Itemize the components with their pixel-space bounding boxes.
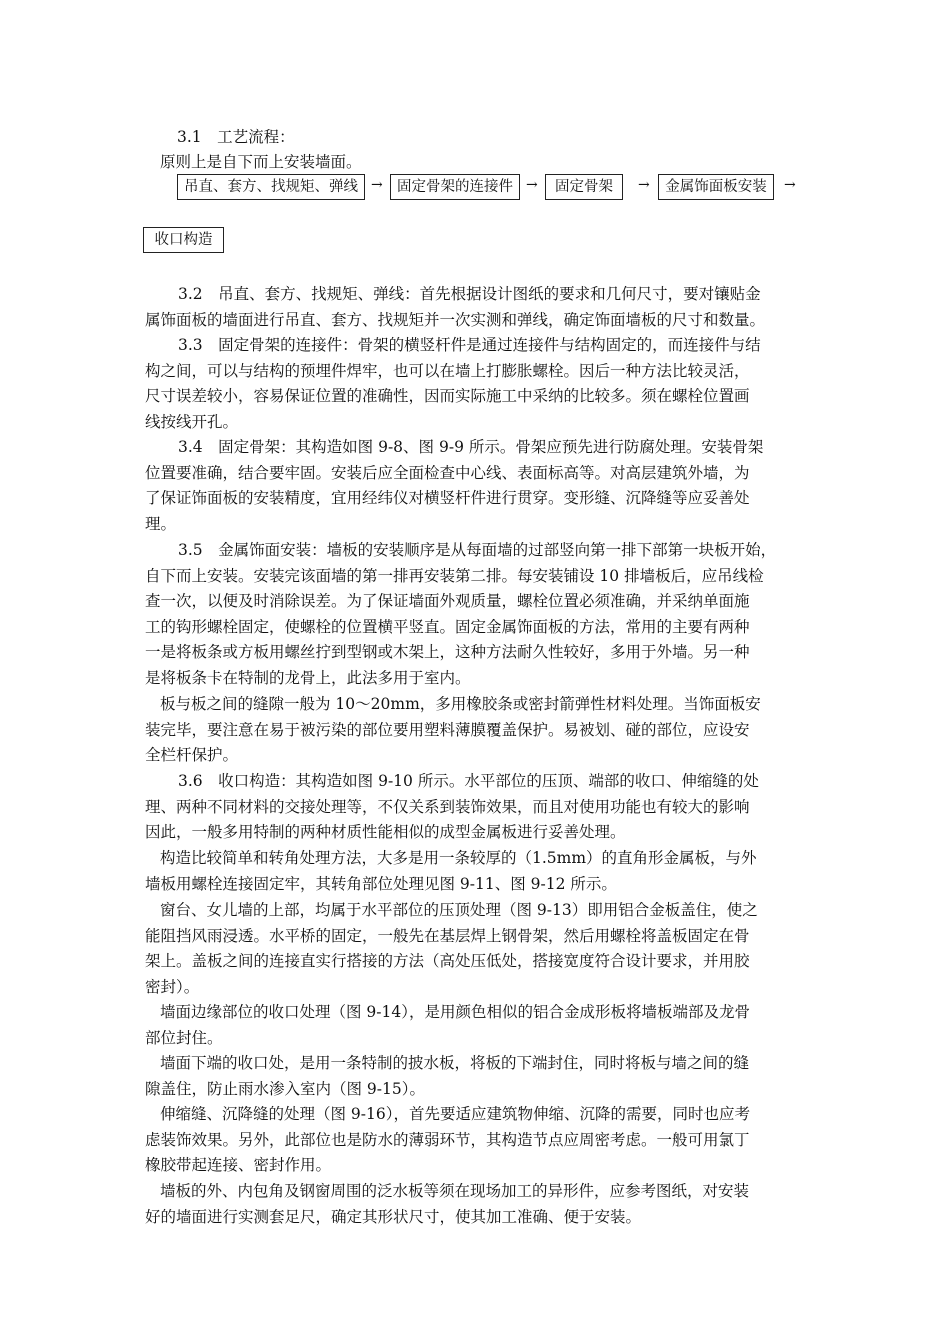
paragraph-3-4 — [145, 435, 810, 537]
text-line: 密封）。 — [145, 977, 200, 996]
text-line: 自下而上安装。安装完该面墙的第一排再安装第二排。每安装铺设 10 排墙板后，应吊线检 — [145, 566, 764, 585]
text-line: 能阻挡风雨浸透。水平桥的固定，一般先在基层焊上钢骨架，然后用螺栓将盖板固定在骨 — [145, 926, 750, 945]
flow-arrow-icon: → — [784, 177, 796, 193]
flow-step-alignment: 吊直、套方、找规矩、弹线 — [177, 174, 365, 200]
flow-arrow-icon: → — [526, 177, 538, 193]
text-line: 尺寸误差较小，容易保证位置的准确性，因而实际施工中采纳的比较多。须在螺栓位置画 — [145, 387, 750, 406]
paragraph-edge — [145, 1000, 810, 1051]
text-line: 墙板的外、内包角及钢窗周围的泛水板等须在现场加工的异形件，应参考图纸，对安装 — [160, 1182, 750, 1200]
text-line: 位置要准确，结合要牢固。安装后应全面检查中心线、表面标高等。对高层建筑外墙，为 — [145, 463, 750, 482]
text-line: 部位封住。 — [145, 1028, 223, 1047]
text-line: 查一次，以便及时消除误差。为了保证墙面外观质量，螺栓位置必须准确，并采纳单面施 — [145, 592, 750, 611]
text-line: 是将板条卡在特制的龙骨上，此法多用于室内。 — [145, 668, 471, 687]
text-line: 线按线开孔。 — [145, 412, 239, 431]
paragraph-3-6 — [145, 769, 810, 846]
section-intro: 原则上是自下而上安装墙面。 — [160, 153, 362, 171]
text-line: 全栏杆保护。 — [145, 746, 239, 765]
text-line: 好的墙面进行实测套足尺，确定其形状尺寸，使其加工准确、便于安装。 — [145, 1207, 642, 1226]
paragraph-sill — [145, 898, 810, 1000]
text-line: 3.3 固定骨架的连接件：骨架的横竖杆件是通过连接件与结构固定的，而连接件与结 — [178, 336, 761, 354]
text-line: 3.2 吊直、套方、找规矩、弹线：首先根据设计图纸的要求和几何尺寸，要对镶贴金 — [178, 285, 761, 303]
text-line: 伸缩缝、沉降缝的处理（图 9-16），首先要适应建筑物伸缩、沉降的需要，同时也应考 — [160, 1105, 751, 1123]
text-line: 工的钩形螺栓固定，使螺栓的位置横平竖直。固定金属饰面板的方法，常用的主要有两种 — [145, 617, 750, 636]
flow-step-frame: 固定骨架 — [545, 174, 623, 200]
text-line: 墙面下端的收口处，是用一条特制的披水板，将板的下端封住，同时将板与墙之间的缝 — [160, 1054, 750, 1072]
flow-arrow-icon: → — [371, 177, 383, 193]
text-line: 墙板用螺栓连接固定牢，其转角部位处理见图 9-11、图 9-12 所示。 — [145, 874, 617, 893]
text-line: 因此，一般多用特制的两种材质性能相似的成型金属板进行妥善处理。 — [145, 823, 626, 842]
paragraph-flashing — [145, 1179, 810, 1230]
text-line: 架上。盖板之间的连接直实行搭接的方法（高处压低处，搭接宽度符合设计要求，并用胶 — [145, 952, 750, 971]
paragraph-expansion-joint — [145, 1102, 810, 1179]
text-line: 橡胶带起连接、密封作用。 — [145, 1156, 332, 1175]
text-line: 3.5 金属饰面安装：墙板的安装顺序是从每面墙的过部竖向第一排下部第一块板开始， — [178, 541, 777, 559]
text-line: 了保证饰面板的安装精度，宜用经纬仪对横竖杆件进行贯穿。变形缝、沉降缝等应妥善处 — [145, 489, 750, 508]
text-line: 一是将板条或方板用螺丝拧到型钢或木架上，这种方法耐久性较好，多用于外墙。另一种 — [145, 643, 750, 662]
paragraph-3-3 — [145, 333, 810, 435]
text-line: 3.4 固定骨架：其构造如图 9-8、图 9-9 所示。骨架应预先进行防腐处理。安装骨架 — [178, 438, 764, 456]
text-line: 装完毕，要注意在易于被污染的部位要用塑料薄膜覆盖保护。易被划、碰的部位，应设安 — [145, 720, 750, 739]
paragraph-bottom-closure — [145, 1051, 810, 1102]
paragraph-panel-gap — [145, 692, 810, 769]
text-line: 属饰面板的墙面进行吊直、套方、找规矩并一次实测和弹线，确定饰面墙板的尺寸和数量。 — [145, 310, 766, 329]
flow-step-edge-closure: 收口构造 — [143, 227, 224, 253]
text-line: 3.6 收口构造：其构造如图 9-10 所示。水平部位的压顶、端部的收口、伸缩缝的处 — [178, 772, 759, 790]
text-line: 构造比较简单和转角处理方法，大多是用一条较厚的（1.5mm）的直角形金属板，与外 — [160, 849, 757, 867]
flow-step-connectors: 固定骨架的连接件 — [390, 174, 520, 200]
text-line: 理、两种不同材料的交接处理等，不仅关系到装饰效果，而且对使用功能也有较大的影响 — [145, 797, 750, 816]
text-line: 虑装饰效果。另外，此部位也是防水的薄弱环节，其构造节点应周密考虑。一般可用氯丁 — [145, 1130, 750, 1149]
flow-arrow-icon: → — [638, 177, 650, 193]
text-line: 板与板之间的缝隙一般为 10～20mm，多用橡胶条或密封箭弹性材料处理。当饰面板安 — [160, 695, 761, 713]
paragraph-3-2 — [145, 282, 810, 333]
text-line: 窗台、女儿墙的上部，均属于水平部位的压顶处理（图 9-13）即用铝合金板盖住，使之 — [160, 901, 758, 919]
section-heading: 3.1 工艺流程： — [177, 128, 295, 146]
text-line: 墙面边缘部位的收口处理（图 9-14），是用颜色相似的铝合金成形板将墙板端部及龙骨 — [160, 1003, 751, 1021]
flow-step-panel-install: 金属饰面板安装 — [658, 174, 774, 200]
paragraph-3-5 — [145, 538, 810, 692]
text-line: 理。 — [145, 514, 177, 533]
text-line: 隙盖住，防止雨水渗入室内（图 9-15）。 — [145, 1079, 426, 1098]
text-line: 构之间，可以与结构的预埋件焊牢，也可以在墙上打膨胀螺栓。因后一种方法比较灵活， — [145, 361, 750, 380]
paragraph-corner — [145, 846, 810, 897]
